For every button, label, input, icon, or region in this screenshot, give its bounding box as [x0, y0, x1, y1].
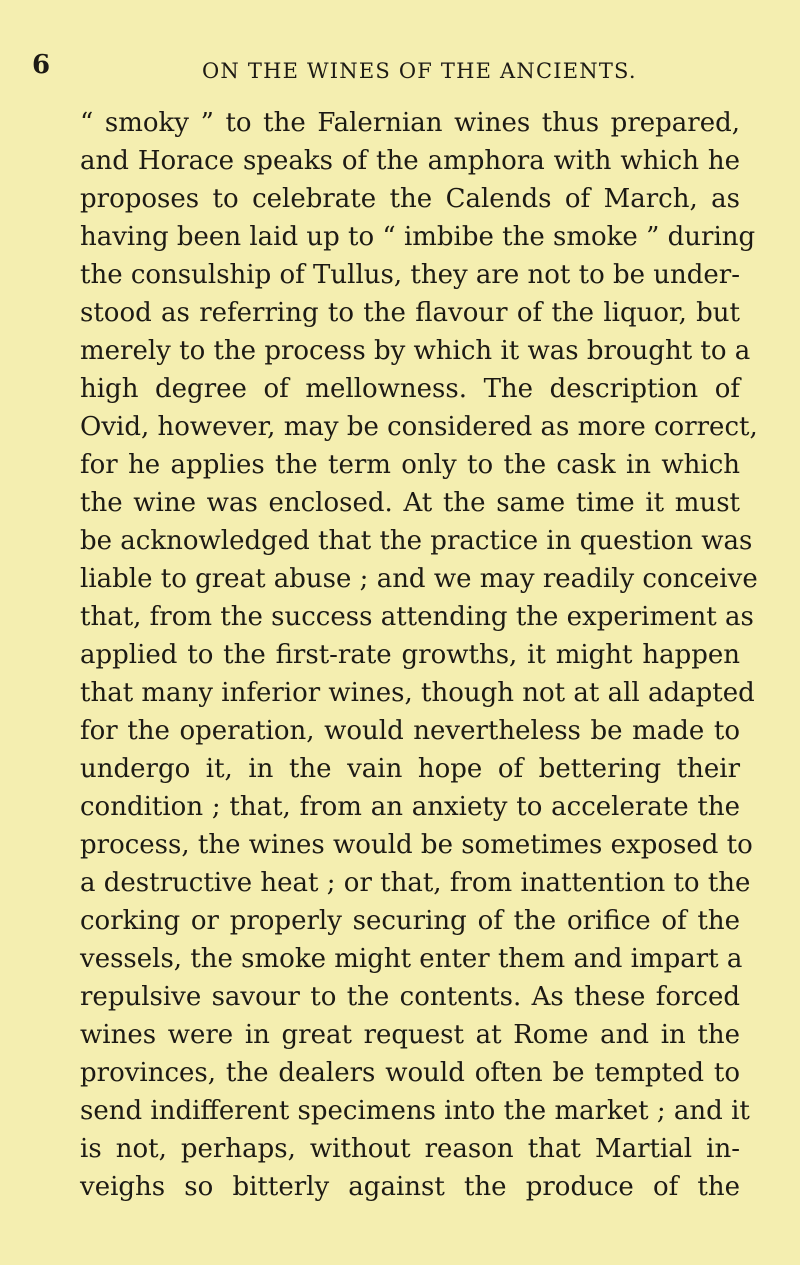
- text-line: “ smoky ” to the Falernian wines thus prepared,: [80, 108, 740, 138]
- text-line: a destructive heat ; or that, from inattention to the: [80, 868, 751, 898]
- text-line: proposes to celebrate the Calends of March, as: [80, 184, 740, 214]
- text-line: process, the wines would be sometimes exposed to: [80, 830, 753, 860]
- text-line: provinces, the dealers would often be tempted to: [80, 1058, 740, 1088]
- text-line: the wine was enclosed. At the same time it must: [80, 488, 740, 518]
- text-line: merely to the process by which it was brought to a: [80, 336, 751, 366]
- text-line: condition ; that, from an anxiety to accelerate the: [80, 792, 740, 822]
- text-line: be acknowledged that the practice in question was: [80, 526, 753, 556]
- text-line: send indifferent specimens into the market ; and it: [80, 1096, 750, 1126]
- running-head: ON THE WINES OF THE ANCIENTS.: [202, 59, 637, 83]
- body-text: [80, 104, 758, 1206]
- text-line: that, from the success attending the experiment as: [80, 602, 754, 632]
- text-line: liable to great abuse ; and we may readily conceive: [80, 564, 758, 594]
- text-line: stood as referring to the flavour of the liquor, but: [80, 298, 740, 328]
- text-line: applied to the first-rate growths, it might happen: [80, 640, 740, 670]
- text-line: vessels, the smoke might enter them and impart a: [80, 944, 743, 974]
- text-line: is not, perhaps, without reason that Martial in-: [80, 1134, 740, 1164]
- text-line: for he applies the term only to the cask in which: [80, 450, 740, 480]
- text-line: high degree of mellowness. The description of: [80, 374, 740, 404]
- text-line: Ovid, however, may be considered as more correct,: [80, 412, 758, 442]
- text-line: and Horace speaks of the amphora with which he: [80, 146, 740, 176]
- text-line: for the operation, would nevertheless be made to: [80, 716, 740, 746]
- page-number: 6: [32, 50, 51, 80]
- text-line: having been laid up to “ imbibe the smoke ” during: [80, 222, 756, 252]
- text-line: repulsive savour to the contents. As these forced: [80, 982, 740, 1012]
- text-line: veighs so bitterly against the produce of the: [80, 1172, 740, 1202]
- text-line: corking or properly securing of the orifice of the: [80, 906, 740, 936]
- text-line: that many inferior wines, though not at all adapted: [80, 678, 755, 708]
- text-line: undergo it, in the vain hope of bettering their: [80, 754, 740, 784]
- text-line: wines were in great request at Rome and in the: [80, 1020, 740, 1050]
- text-line: the consulship of Tullus, they are not to be under-: [80, 260, 741, 290]
